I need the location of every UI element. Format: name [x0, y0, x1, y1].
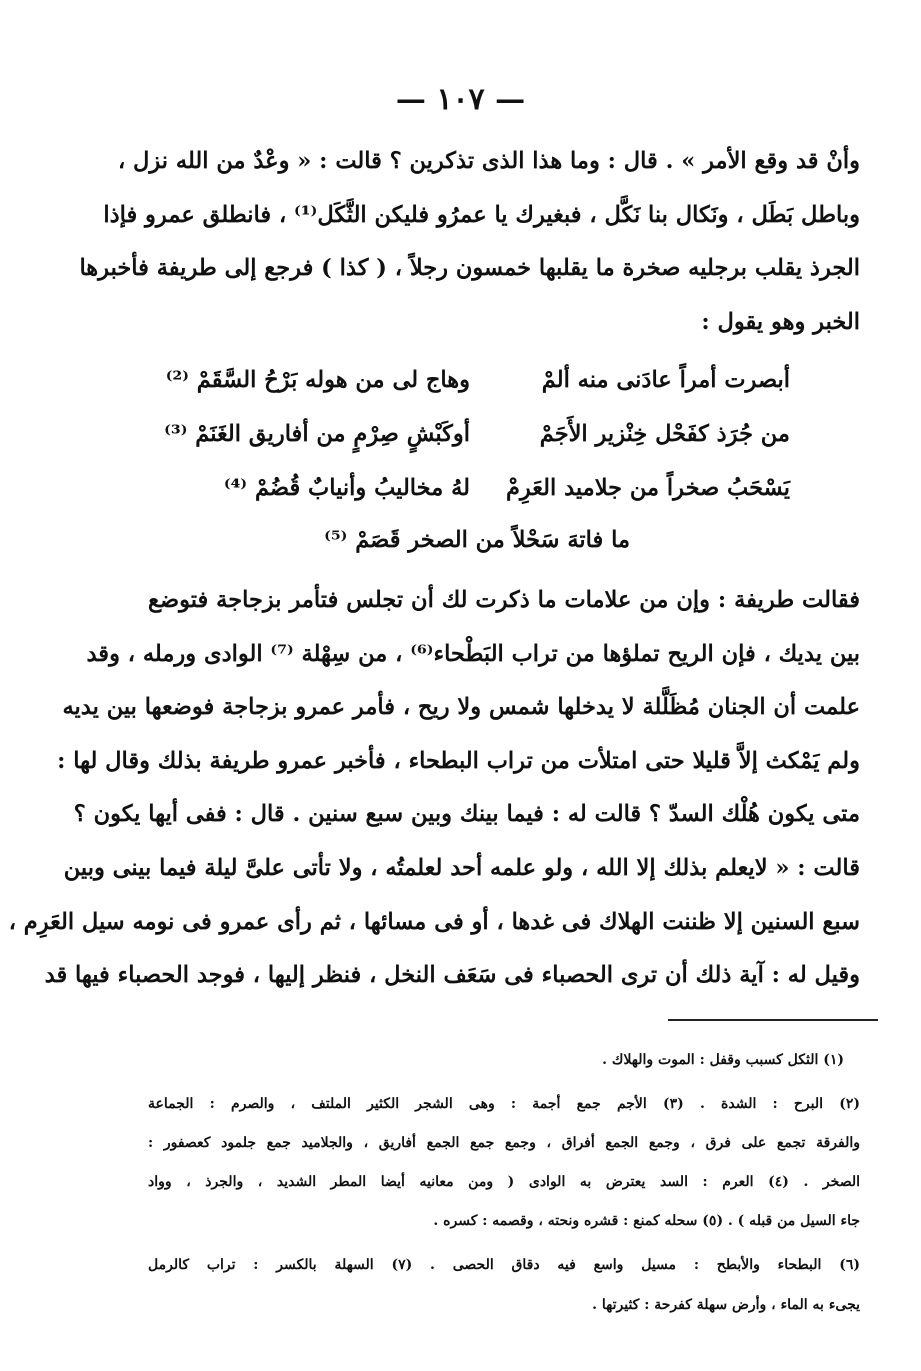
footnote-line: (٦) البطحاء والأبطح : مسيل واسع فيه دقاق الحصى . (٧) السهلة بالكسر : تراب كالرمل: [148, 1257, 860, 1273]
page-number: — ١٠٧ —: [395, 82, 526, 117]
verse-hemistich-right: أبصرت أمراً عادَنى منه ألمْ: [541, 367, 790, 393]
verse-hemistich-right: يَسْحَبُ صخراً من جلاميد العَرِمْ: [505, 475, 790, 501]
verse-hemistich-left: لهُ مخاليبُ وأنيابٌ قُضُمْ ⁽⁴⁾: [223, 475, 470, 501]
text-line: الخبر وهو يقول :: [701, 309, 860, 335]
footnote-line: والفرقة تجمع على فرق ، وجمع الجمع أفراق ، وجمع جمع الجمع أفاريق ، والجلاميد جمع جلمود كعصفور :: [148, 1135, 861, 1151]
footnote-line: جاء السيل من قبله ) . (٥) سحله كمنع : قشره ونحته ، وقصمه : كسره .: [433, 1213, 860, 1229]
text-line: وقيل له : آية ذلك أن ترى الحصباء فى سَعَف النخل ، فنظر إليها ، فوجد الحصباء فيها قد: [44, 962, 860, 988]
verse-hemistich-left: أوكَبْشٍ صِرْمٍ من أفاريق الغَنَمْ ⁽³⁾: [164, 421, 470, 447]
text-line: وأنْ قد وقع الأمر » . قال : وما هذا الذى تذكرين ؟ قالت : « وعْدٌ من الله نزل ،: [117, 148, 860, 174]
text-line: قالت : « لايعلم بذلك إلا الله ، ولو علمه أحد لعلمتُه ، ولا تأتى علىَّ ليلة فيما بينى وبين: [63, 855, 860, 881]
text-line: ولم يَمْكث إلاَّ قليلا حتى امتلأت من تراب البطحاء ، فأخبر عمرو طريفة بذلك وقال لها :: [57, 748, 860, 774]
text-line: فقالت طريفة : وإن من علامات ما ذكرت لك أن تجلس فتأمر بزجاجة فتوضع: [148, 587, 860, 613]
footnote-line: (٢) البرح : الشدة . (٣) الأجم جمع أجمة : وهى الشجر الكثير الملتف ، والصرم : الجماعة: [148, 1096, 860, 1112]
footnote-line: الصخر . (٤) العرم : السد يعترض به الوادى ( ومن معانيه أيضا المطر الشديد ، والجرذ ، وواد: [148, 1174, 860, 1190]
verse-final-line: ما فاتهَ سَحْلاً من الصخر قَصَمْ ⁽⁵⁾: [324, 527, 630, 553]
footnote-divider: [668, 1019, 878, 1021]
text-line: علمت أن الجنان مُظَلَّلة لا يدخلها شمس ولا ريح ، فأمر عمرو بزجاجة فوضعها بين يديه: [62, 694, 860, 720]
text-line: سبع السنين إلا ظننت الهلاك فى غدها ، أو فى مسائها ، ثم رأى عمرو فى نومه سيل العَرِم ،: [8, 909, 860, 935]
text-line: وباطل بَطَل ، ونَكال بنا نَكَّل ، فبغيرك يا عمرُو فليكن الثَّكَل⁽¹⁾ ، فانطلق عمرو فإذا: [103, 202, 860, 228]
verse-hemistich-right: من جُرَذ كفَحْل خِنْزير الأَجَمْ: [539, 421, 790, 447]
verse-hemistich-left: وهاج لى من هوله بَرْحُ السَّقَمْ ⁽²⁾: [165, 367, 470, 393]
text-line: متى يكون هُلْك السدّ ؟ قالت له : فيما بينك وبين سبع سنين . قال : ففى أيها يكون ؟: [73, 801, 860, 827]
text-line: بين يديك ، فإن الريح تملؤها من تراب البَطْحاء⁽⁶⁾ ، من سِهْلة ⁽⁷⁾ الوادى ورمله ، وقد: [86, 641, 860, 667]
footnote-line: (١) الثكل كسبب وقفل : الموت والهلاك .: [602, 1052, 844, 1068]
footnote-line: يجىء به الماء ، وأرض سهلة كفرحة : كثيرتها .: [592, 1297, 860, 1313]
text-line: الجرذ يقلب برجليه صخرة ما يقلبها خمسون رجلاً ، ( كذا ) فرجع إلى طريفة فأخبرها: [79, 255, 860, 281]
